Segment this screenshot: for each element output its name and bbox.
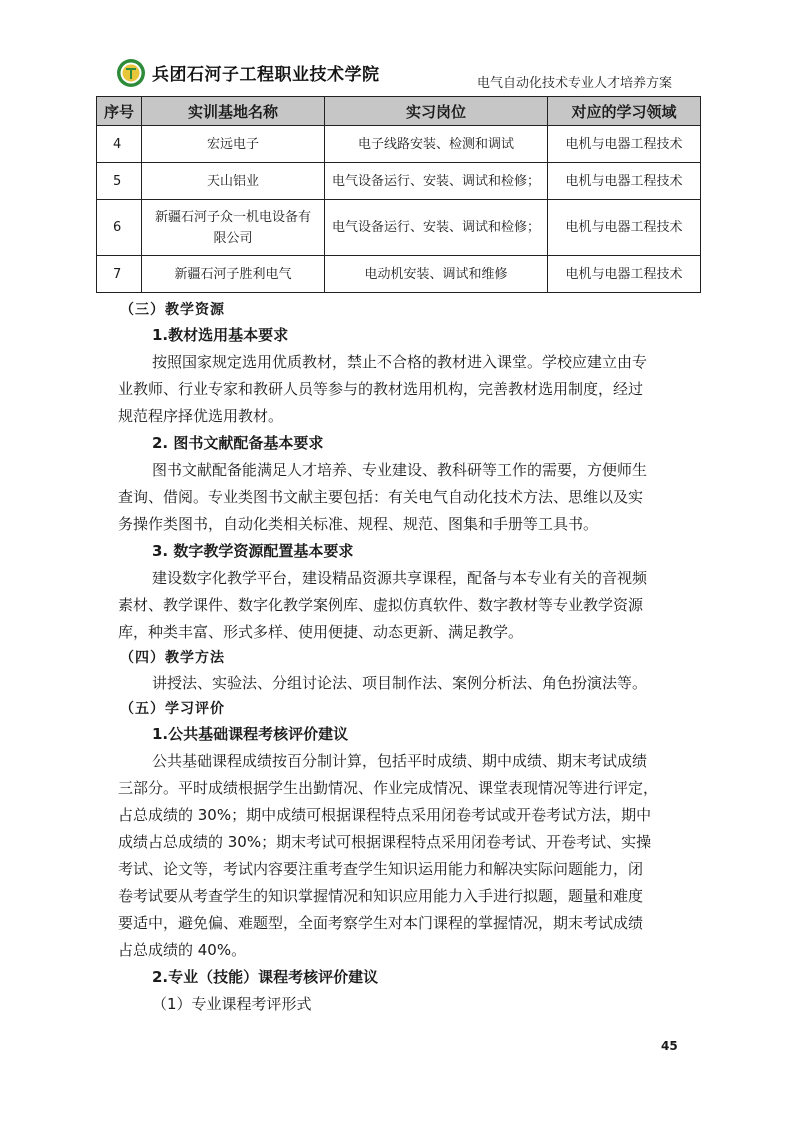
row-number: 6 <box>97 200 142 256</box>
table-row <box>97 200 701 256</box>
base-name: 新疆石河子胜利电气 <box>142 256 325 293</box>
paragraph-teaching-methods <box>118 670 688 697</box>
school-name: 兵团石河子工程职业技术学院 <box>152 65 380 85</box>
paragraph-line: 考试、论文等，考试内容要注重考查学生知识运用能力和解决实际问题能力，闭 <box>118 860 644 878</box>
paragraph-line: 业教师、行业专家和教研人员等参与的教材选用机构，完善教材选用制度，经过 <box>118 380 644 398</box>
paragraph-line: 讲授法、实验法、分组讨论法、项目制作法、案例分析法、角色扮演法等。 <box>152 674 648 692</box>
school-emblem-icon <box>116 58 146 88</box>
internship-post: 电气设备运行、安装、调试和检修； <box>325 163 548 200</box>
paragraph-line: 要适中，避免偏、难题型，全面考察学生对本门课程的掌握情况，期末考试成绩 <box>118 914 644 932</box>
page-number: 45 <box>661 1039 678 1053</box>
subheading-textbook-requirements: 1.教材选用基本要求 <box>152 326 289 344</box>
internship-post: 电动机安装、调试和维修 <box>325 256 548 293</box>
paragraph-textbook-selection <box>118 349 688 430</box>
row-number: 5 <box>97 163 142 200</box>
section-heading-teaching-resources: （三）教学资源 <box>120 302 225 318</box>
body-text <box>118 298 688 1018</box>
internship-post: 电气设备运行、安装、调试和检修； <box>325 200 548 256</box>
learning-field: 电机与电器工程技术 <box>548 256 701 293</box>
paragraph-line: 成绩占总成绩的 30%；期末考试可根据课程特点采用闭卷考试、开卷考试、实操 <box>118 833 652 851</box>
col-header-no: 序号 <box>97 97 142 126</box>
paragraph-line: 三部分。平时成绩根据学生出勤情况、作业完成情况、课堂表现情况等进行评定， <box>118 779 659 797</box>
section-heading-learning-evaluation: （五）学习评价 <box>120 701 225 717</box>
row-number: 4 <box>97 126 142 163</box>
base-name-line: 新疆石河子众一机电设备有 <box>154 209 311 225</box>
base-name: 宏远电子 <box>142 126 325 163</box>
subheading-digital-resources: 3. 数字教学资源配置基本要求 <box>152 542 354 560</box>
subheading-library-requirements: 2. 图书文献配备基本要求 <box>152 434 324 452</box>
paragraph-line: 占总成绩的 30%；期中成绩可根据课程特点采用闭卷考试或开卷考试方法，期中 <box>118 806 652 824</box>
col-header-internship-post: 实习岗位 <box>325 97 548 126</box>
paragraph-line: 务操作类图书，自动化类相关标准、规程、规范、图集和手册等工具书。 <box>118 515 599 533</box>
subheading-professional-course-evaluation: 2.专业（技能）课程考核评价建议 <box>152 968 379 986</box>
paragraph-public-course-evaluation <box>118 748 688 964</box>
paragraph-line: 库，种类丰富、形式多样、使用便捷、动态更新、满足教学。 <box>118 623 524 641</box>
base-name-line: 限公司 <box>213 230 253 246</box>
subheading-public-course-evaluation: 1.公共基础课程考核评价建议 <box>152 725 349 743</box>
paragraph-line: 占总成绩的 40%。 <box>118 941 247 959</box>
paragraph-digital-resources <box>118 565 688 646</box>
table-header-row <box>97 97 701 126</box>
paragraph-line: 按照国家规定选用优质教材，禁止不合格的教材进入课堂。学校应建立由专 <box>152 353 648 371</box>
table-row <box>97 256 701 293</box>
paragraph-line: 卷考试要从考查学生的知识掌握情况和知识应用能力入手进行拟题，题量和难度 <box>118 887 644 905</box>
learning-field: 电机与电器工程技术 <box>548 200 701 256</box>
table-row <box>97 126 701 163</box>
table-row <box>97 163 701 200</box>
col-header-base-name: 实训基地名称 <box>142 97 325 126</box>
base-name: 天山铝业 <box>142 163 325 200</box>
paragraph-line: 公共基础课程成绩按百分制计算，包括平时成绩、期中成绩、期末考试成绩 <box>152 752 648 770</box>
learning-field: 电机与电器工程技术 <box>548 163 701 200</box>
paragraph-line: 素材、教学课件、数字化教学案例库、虚拟仿真软件、数字教材等专业教学资源 <box>118 596 644 614</box>
internship-post: 电子线路安装、检测和调试 <box>325 126 548 163</box>
section-heading-teaching-methods: （四）教学方法 <box>120 650 225 666</box>
col-header-learning-field: 对应的学习领域 <box>548 97 701 126</box>
paragraph-library-resources <box>118 457 688 538</box>
page-header <box>96 52 700 96</box>
training-base-table <box>96 96 701 293</box>
list-item-professional-assessment-form: （1）专业课程考评形式 <box>152 995 312 1013</box>
base-name <box>142 200 325 256</box>
document-title: 电气自动化技术专业人才培养方案 <box>476 76 672 91</box>
paragraph-line: 规范程序择优选用教材。 <box>118 407 284 425</box>
paragraph-line: 查询、借阅。专业类图书文献主要包括：有关电气自动化技术方法、思维以及实 <box>118 488 644 506</box>
paragraph-line: 建设数字化教学平台，建设精品资源共享课程，配备与本专业有关的音视频 <box>152 569 648 587</box>
paragraph-line: 图书文献配备能满足人才培养、专业建设、教科研等工作的需要，方便师生 <box>152 461 648 479</box>
row-number: 7 <box>97 256 142 293</box>
learning-field: 电机与电器工程技术 <box>548 126 701 163</box>
